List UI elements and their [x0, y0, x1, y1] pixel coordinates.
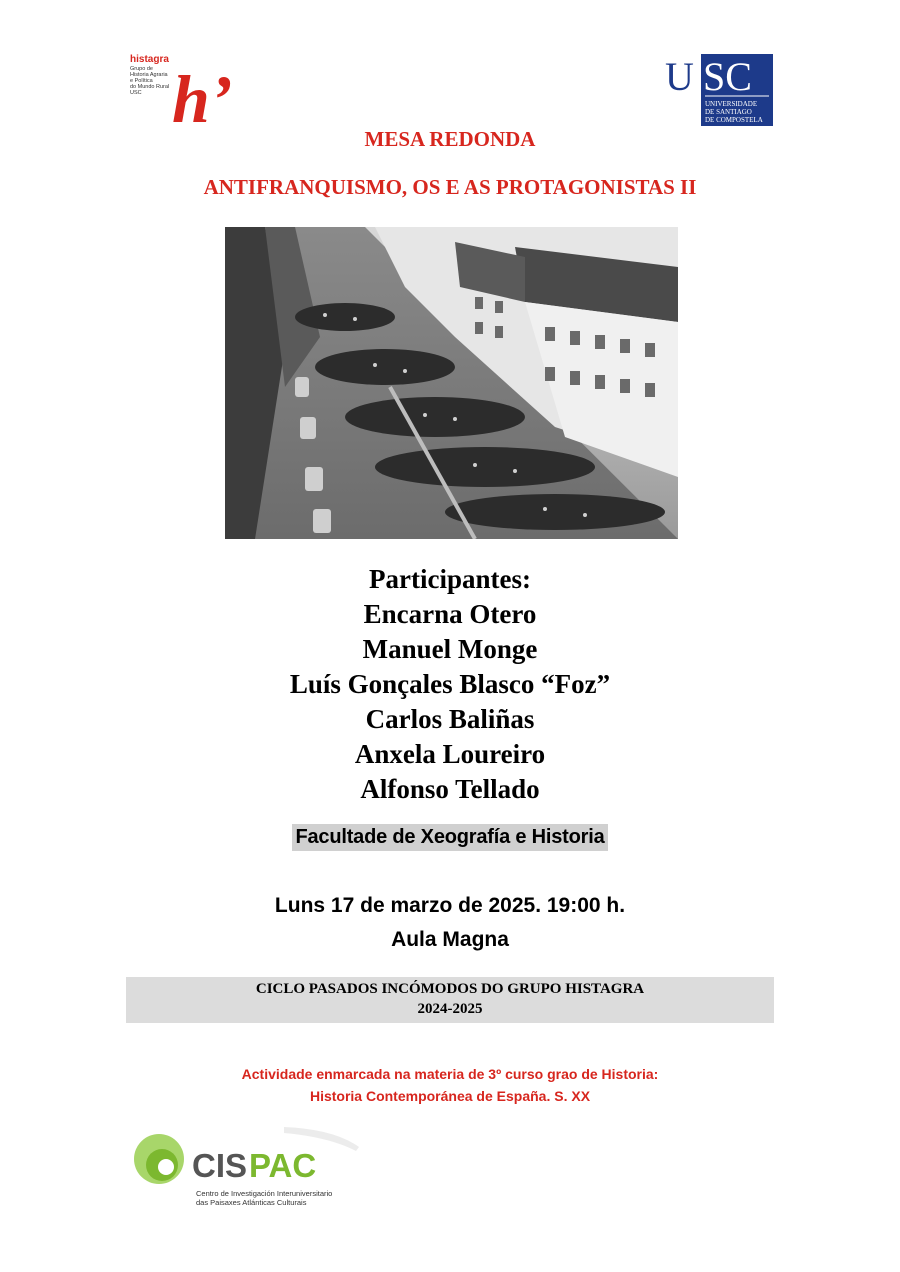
- event-date: Luns 17 de marzo de 2025. 19:00 h.: [274, 894, 626, 917]
- participant-name: Manuel Monge: [362, 634, 538, 664]
- svg-text:Centro de Investigación Interu: Centro de Investigación Interuniversitario: [196, 1189, 333, 1198]
- svg-text:Grupo de: Grupo de: [130, 66, 153, 72]
- histagra-logo: [130, 50, 240, 128]
- participants-heading: Participantes:: [369, 564, 531, 594]
- cispac-logo: [134, 1125, 364, 1215]
- course-note: [0, 1063, 900, 1107]
- usc-logo-sc: SC: [703, 54, 752, 99]
- svg-text:e Política: e Política: [130, 78, 153, 84]
- cycle-band: [126, 977, 774, 1023]
- histagra-h-mark: h’: [172, 61, 233, 128]
- svg-text:do Mundo Rural: do Mundo Rural: [130, 84, 170, 90]
- usc-logo: [665, 54, 773, 126]
- svg-text:das Paisaxes Atlánticas Cultur: das Paisaxes Atlánticas Culturais: [196, 1198, 307, 1207]
- cispac-logo-pac: PAC: [249, 1147, 317, 1184]
- participants-list: [0, 562, 900, 807]
- participant-name: Encarna Otero: [363, 599, 537, 629]
- svg-text:Historia Agraria: Historia Agraria: [130, 72, 168, 78]
- venue-label: Facultade de Xeografía e Historia: [292, 824, 607, 851]
- svg-text:UNIVERSIDADE: UNIVERSIDADE: [705, 100, 758, 108]
- usc-logo-u: U: [665, 54, 694, 99]
- svg-text:DE SANTIAGO: DE SANTIAGO: [705, 108, 752, 116]
- svg-text:DE COMPOSTELA: DE COMPOSTELA: [705, 116, 763, 124]
- participant-name: Carlos Baliñas: [365, 704, 535, 734]
- participant-name: Alfonso Tellado: [360, 774, 540, 804]
- cispac-logo-cis: CIS: [192, 1147, 248, 1184]
- participant-name: Anxela Loureiro: [354, 739, 546, 769]
- page-title: MESA REDONDA: [364, 127, 536, 151]
- demonstration-photo: [225, 227, 678, 539]
- venue-block: [0, 824, 900, 851]
- course-note-line2: Historia Contemporánea de España. S. XX: [309, 1088, 591, 1104]
- event-room: Aula Magna: [391, 928, 509, 951]
- cycle-title: CICLO PASADOS INCÓMODOS DO GRUPO HISTAGRA: [255, 981, 645, 997]
- participant-name: Luís Gonçales Blasco “Foz”: [289, 669, 611, 699]
- cycle-years: 2024-2025: [417, 1001, 483, 1017]
- page-subtitle: ANTIFRANQUISMO, OS E AS PROTAGONISTAS II: [203, 175, 697, 199]
- svg-text:USC: USC: [130, 90, 142, 96]
- course-note-line1: Actividade enmarcada na materia de 3º curso grao de Historia:: [241, 1066, 659, 1082]
- histagra-logo-name: histagra: [130, 54, 169, 65]
